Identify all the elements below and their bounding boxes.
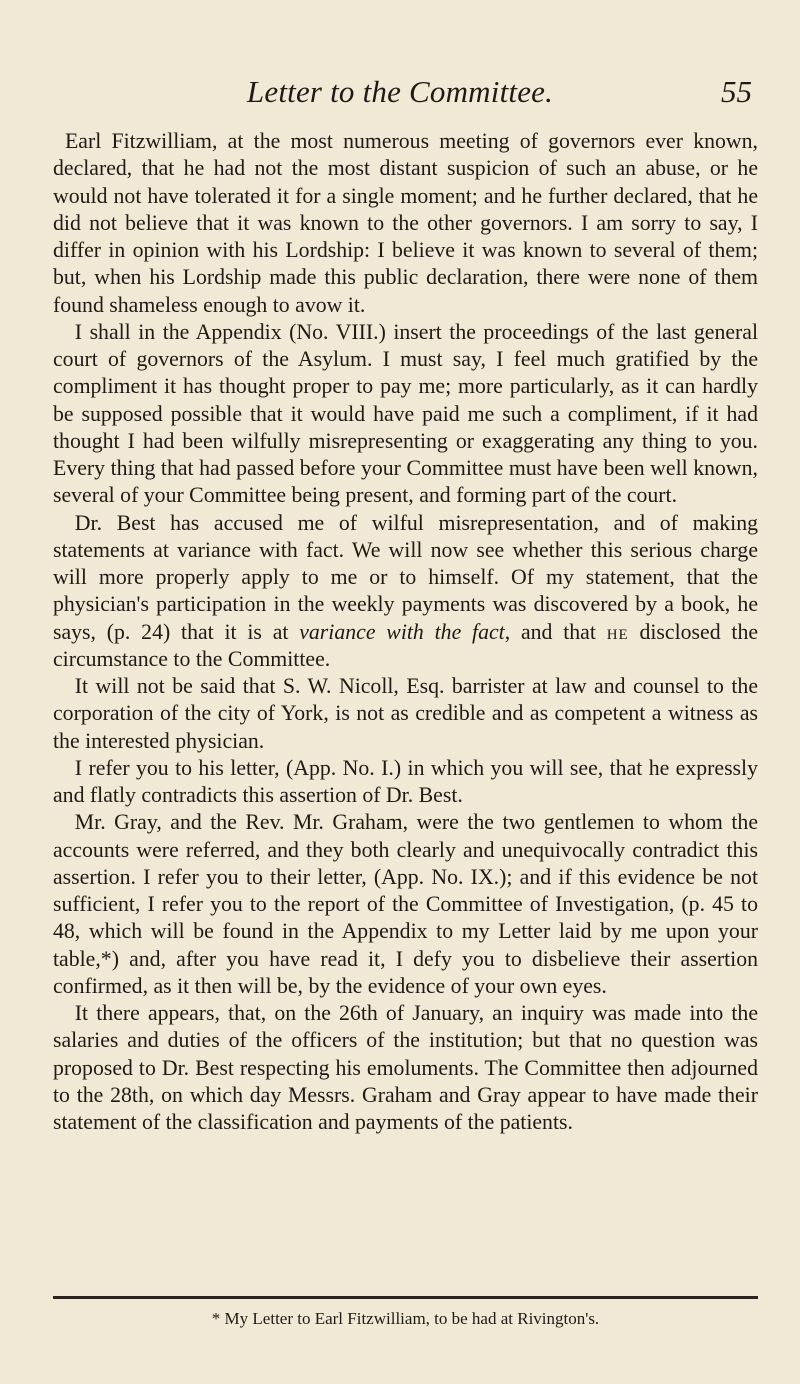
paragraph-text: , and that <box>504 619 607 644</box>
body-text <box>53 128 758 1136</box>
running-title: Letter to the Committee. <box>246 74 554 109</box>
paragraph: I refer you to his letter, (App. No. I.) in which you will see, that he expressly and flatly contradicts this assertion of Dr. Best. <box>53 755 758 807</box>
page-number: 55 <box>721 74 752 109</box>
italic-phrase: variance with the fact <box>299 619 505 644</box>
paragraph: Mr. Gray, and the Rev. Mr. Graham, were the two gentlemen to whom the accounts were referred, and they both clearly and unequivocally contradict this assertion. I refer you to their letter, (App. No. IX.); and if this evidence be not sufficient, I refer you to the report of the Committee of Investigation, (p. 45 to 48, which will be found in the Appendix to my Letter laid by me upon your table,*) and, after you have read it, I defy you to disbelieve their assertion confirmed, as it then will be, by the evidence of your own eyes. <box>53 810 758 998</box>
small-caps-word: he <box>606 619 629 644</box>
paragraph-text: disclosed the circumstance to the Committee. <box>53 619 759 671</box>
footnote-rule <box>53 1296 758 1299</box>
paragraph-text: Dr. Best has accused me of wilful misrepresentation, and of making statements at variance with fact. We will now see whether this serious charge will more properly apply to me or to himself. Of my statement, that the physician's participation in the weekly payments was discovered by a book, he says, (p. 24) that it is at <box>53 510 758 644</box>
paragraph: It will not be said that S. W. Nicoll, Esq. barrister at law and counsel to the corporation of the city of York, is not as credible and as competent a witness as the interested physician. <box>53 674 758 753</box>
footnote: * My Letter to Earl Fitzwilliam, to be had at Rivington's. <box>211 1309 600 1328</box>
paragraph <box>53 510 758 674</box>
running-head <box>0 74 800 114</box>
paragraph: It there appears, that, on the 26th of January, an inquiry was made into the salaries and duties of the officers of the institution; but that no question was proposed to Dr. Best respecting his emoluments. The Committee then adjourned to the 28th, on which day Messrs. Graham and Gray appear to have made their statement of the classification and payments of the patients. <box>53 1001 758 1134</box>
paragraph: Earl Fitzwilliam, at the most numerous meeting of governors ever known, declared, that he had not the most distant suspicion of such an abuse, or he would not have tolerated it for a single moment; and he further declared, that he did not believe that it was known to the other governors. I am sorry to say, I differ in opinion with his Lordship: I believe it was known to several of them; but, when his Lordship made this public declaration, there were none of them found shameless enough to avow it. <box>53 129 758 317</box>
paragraph: I shall in the Appendix (No. VIII.) insert the proceedings of the last general court of governors of the Asylum. I must say, I feel much gratified by the compliment it has thought proper to pay me; more particularly, as it can hardly be supposed possible that it would have paid me such a compliment, if it had thought I had been wilfully misrepresenting or exaggerating any thing to you. Every thing that had passed before your Committee must have been well known, several of your Committee being present, and forming part of the court. <box>53 319 758 508</box>
